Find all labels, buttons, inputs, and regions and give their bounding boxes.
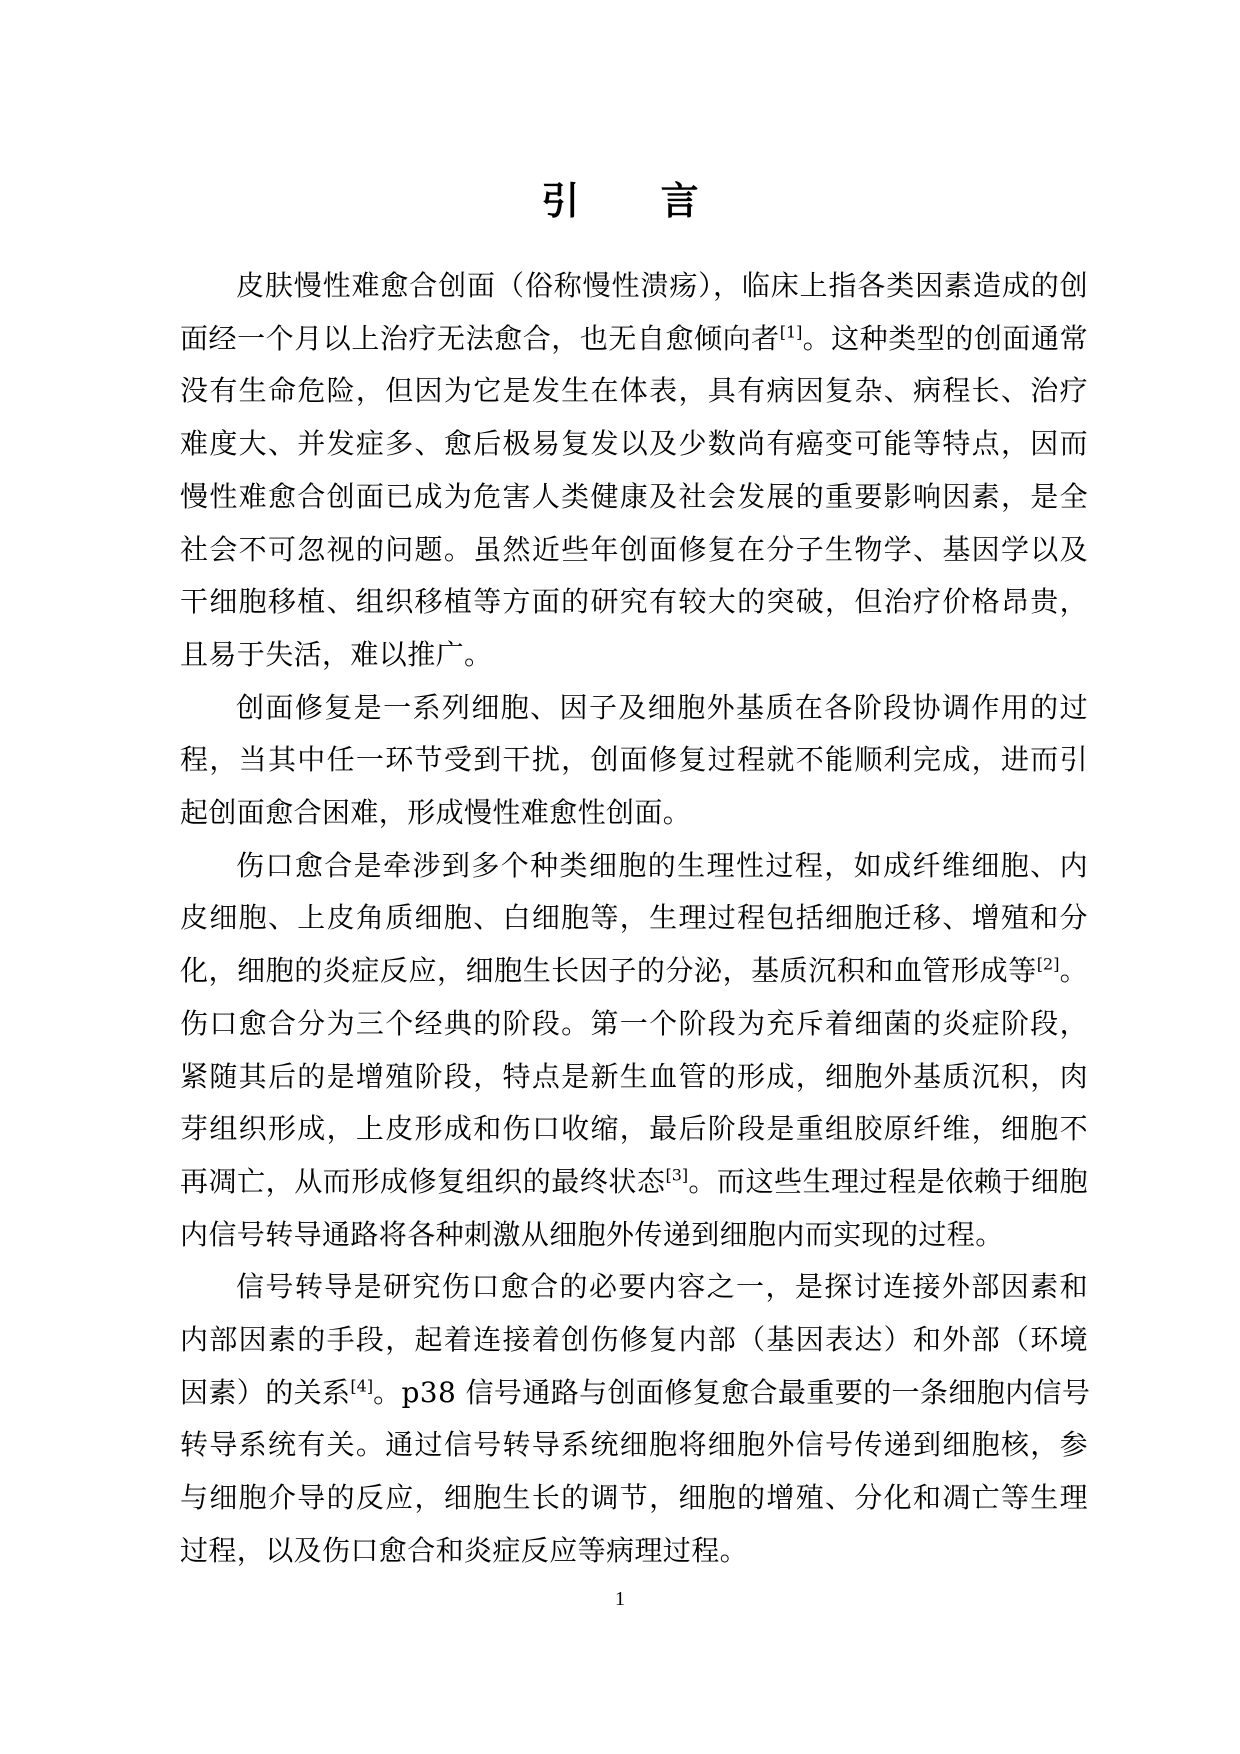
- paragraph-line: [180, 736, 1088, 784]
- line-text: 因素）的关系: [180, 1376, 351, 1409]
- line-text: 化，细胞的炎症反应，细胞生长因子的分泌，基质沉积和血管形成等: [180, 954, 1037, 987]
- citation-ref: [2]: [1036, 954, 1060, 974]
- paragraph-line: [180, 1421, 1088, 1469]
- paragraph-line: [236, 262, 1088, 310]
- line-text: 内信号转导通路将各种刺激从细胞外传递到细胞内而实现的过程。: [180, 1218, 1004, 1251]
- paragraph-line: [180, 947, 1088, 995]
- line-text: 再凋亡，从而形成修复组织的最终状态: [180, 1165, 666, 1198]
- paragraph-line: [180, 1474, 1088, 1522]
- page-number: 1: [615, 1588, 625, 1610]
- paragraph-line: [180, 526, 1088, 574]
- citation-ref: [1]: [779, 322, 803, 342]
- line-text: 过程，以及伤口愈合和炎症反应等病理过程。: [180, 1534, 749, 1567]
- paragraph-line: [180, 420, 1088, 468]
- line-text: 。而这些生理过程是依赖于细胞: [688, 1165, 1088, 1198]
- citation-ref: [4]: [350, 1376, 374, 1396]
- page-title: 引 言: [541, 179, 733, 223]
- line-text: 程，当其中任一环节受到干扰，创面修复过程就不能顺利完成，进而引: [180, 743, 1088, 776]
- paragraph-line: [180, 1316, 1088, 1364]
- citation-ref: [3]: [665, 1165, 689, 1185]
- line-text: 皮细胞、上皮角质细胞、白细胞等，生理过程包括细胞迁移、增殖和分: [180, 901, 1088, 934]
- line-text: 信号转导是研究伤口愈合的必要内容之一，是探讨连接外部因素和: [236, 1270, 1088, 1303]
- line-text: 紧随其后的是增殖阶段，特点是新生血管的形成，细胞外基质沉积，肉: [180, 1060, 1088, 1093]
- line-text: 且易于失活，难以推广。: [180, 638, 493, 671]
- line-text: 干细胞移植、组织移植等方面的研究有较大的突破，但治疗价格昂贵，: [180, 585, 1088, 618]
- paragraph-line: [180, 1369, 1091, 1417]
- paragraph-line: [236, 684, 1088, 732]
- line-text: 。: [1059, 954, 1088, 987]
- line-text: 社会不可忽视的问题。虽然近些年创面修复在分子生物学、基因学以及: [180, 533, 1088, 566]
- line-text: 。p38 信号通路与创面修复愈合最重要的一条细胞内信号: [373, 1376, 1091, 1409]
- line-text: 难度大、并发症多、愈后极易复发以及少数尚有癌变可能等特点，因而: [180, 427, 1088, 460]
- paragraph-line: [180, 367, 1088, 415]
- line-text: 起创面愈合困难，形成慢性难愈性创面。: [180, 796, 692, 829]
- line-text: 慢性难愈合创面已成为危害人类健康及社会发展的重要影响因素，是全: [180, 480, 1088, 513]
- line-text: 。这种类型的创面通常: [802, 322, 1088, 355]
- paragraph-line: [180, 1527, 1088, 1575]
- paragraph-line: [180, 894, 1088, 942]
- line-text: 没有生命危险，但因为它是发生在体表，具有病因复杂、病程长、治疗: [180, 374, 1088, 407]
- line-text: 内部因素的手段，起着连接着创伤修复内部（基因表达）和外部（环境: [180, 1323, 1088, 1356]
- line-text: 芽组织形成，上皮形成和伤口收缩，最后阶段是重组胶原纤维，细胞不: [180, 1112, 1088, 1145]
- paragraph-line: [180, 789, 1088, 837]
- line-text: 与细胞介导的反应，细胞生长的调节，细胞的增殖、分化和凋亡等生理: [180, 1481, 1088, 1514]
- paragraph-line: [236, 1263, 1088, 1311]
- paragraph-line: [180, 1211, 1088, 1259]
- paragraph-line: [180, 1158, 1088, 1206]
- paragraph-line: [180, 578, 1088, 626]
- line-text: 转导系统有关。通过信号转导系统细胞将细胞外信号传递到细胞核，参: [180, 1428, 1088, 1461]
- paragraph-line: [180, 631, 1088, 679]
- paragraph-line: [180, 315, 1088, 363]
- line-text: 面经一个月以上治疗无法愈合，也无自愈倾向者: [180, 322, 780, 355]
- paragraph-line: [236, 842, 1088, 890]
- line-text: 创面修复是一系列细胞、因子及细胞外基质在各阶段协调作用的过: [236, 691, 1088, 724]
- paragraph-line: [180, 1105, 1088, 1153]
- line-text: 皮肤慢性难愈合创面（俗称慢性溃疡），临床上指各类因素造成的创: [236, 269, 1088, 302]
- paragraph-line: [180, 1000, 1088, 1048]
- line-text: 伤口愈合分为三个经典的阶段。第一个阶段为充斥着细菌的炎症阶段，: [180, 1007, 1088, 1040]
- paragraph-line: [180, 1053, 1088, 1101]
- line-text: 伤口愈合是牵涉到多个种类细胞的生理性过程，如成纤维细胞、内: [236, 849, 1088, 882]
- paragraph-line: [180, 473, 1088, 521]
